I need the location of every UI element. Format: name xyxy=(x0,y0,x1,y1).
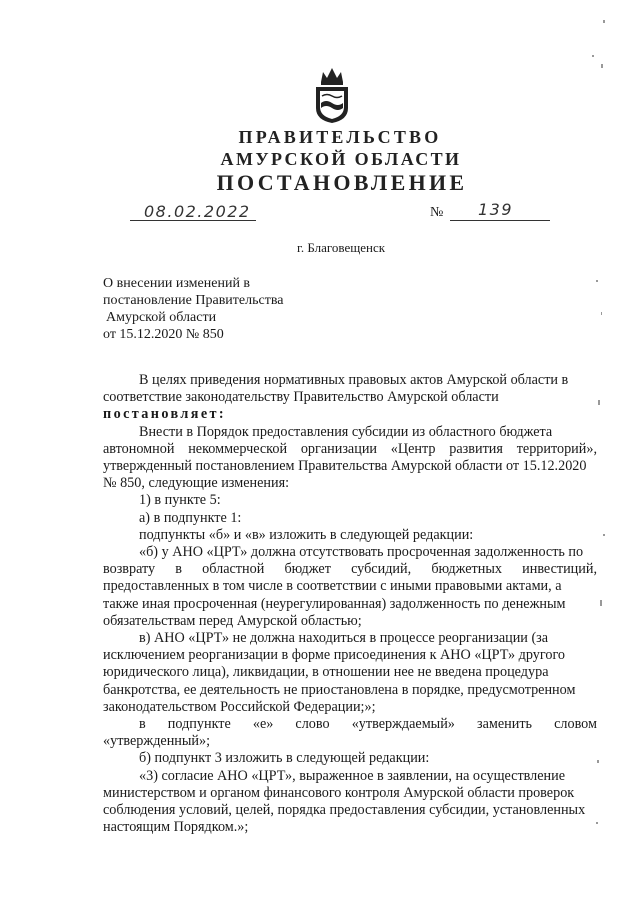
document-date: 08.02.2022 xyxy=(144,202,251,221)
city-name: г. Благовещенск xyxy=(296,240,386,255)
scan-speck xyxy=(597,760,599,763)
body-line: в подпункте «е» слово «утверждаемый» заменить словом xyxy=(139,716,597,733)
document-type-title: ПОСТАНОВЛЕНИЕ xyxy=(216,170,468,195)
body-line: законодательством Российской Федерации;»; xyxy=(103,698,376,715)
document-number: 139 xyxy=(478,200,514,219)
body-line: «б) у АНО «ЦРТ» должна отсутствовать просроченная задолженность по xyxy=(139,544,584,561)
organization-name-line2: АМУРСКОЙ ОБЛАСТИ xyxy=(220,149,462,169)
body-line: юридического лица), ликвидации, в отношении нее не введена процедура xyxy=(103,664,549,681)
scan-speck xyxy=(603,534,605,536)
scan-speck xyxy=(600,600,602,606)
number-sign: № xyxy=(430,205,444,220)
body-line: 1) в пункте 5: xyxy=(139,492,221,509)
body-line: настоящим Порядком.»; xyxy=(103,819,249,836)
scan-speck xyxy=(601,64,603,68)
body-line: автономной некоммерческой организации «Центр развития территорий», xyxy=(103,440,597,457)
body-line: № 850, следующие изменения: xyxy=(103,475,290,492)
body-line: В целях приведения нормативных правовых актов Амурской области в xyxy=(139,372,569,388)
body-line: исключением реорганизации в форме присоединения к АНО «ЦРТ» другого xyxy=(103,647,566,664)
document-body xyxy=(103,372,597,836)
subject-line: от 15.12.2020 № 850 xyxy=(103,327,224,342)
body-line: министерством и органом финансового контроля Амурской области проверок xyxy=(103,784,575,801)
body-line: возврату в областной бюджет субсидий, бюджетных инвестиций, xyxy=(103,561,597,578)
body-line: соблюдения условий, целей, порядка предоставления субсидии, установленных xyxy=(103,802,586,819)
scan-speck xyxy=(592,55,594,57)
scan-speck xyxy=(598,400,600,405)
body-line: соответствие законодательству Правительство Амурской области xyxy=(103,389,499,406)
body-line: обязательствам перед Амурской областью; xyxy=(103,612,362,629)
scan-speck xyxy=(601,312,602,315)
scan-speck xyxy=(596,280,598,282)
organization-name-line1: ПРАВИТЕЛЬСТВО xyxy=(238,127,442,147)
body-line: Внести в Порядок предоставления субсидии из областного бюджета xyxy=(139,423,553,440)
coat-of-arms-emblem xyxy=(313,66,351,124)
body-line: б) подпункт 3 изложить в следующей редакции: xyxy=(139,750,430,767)
subject-line: постановление Правительства xyxy=(103,293,284,308)
scan-speck xyxy=(603,20,605,23)
scan-speck xyxy=(596,822,598,824)
body-line: а) в подпункте 1: xyxy=(139,509,242,526)
body-line: «3) согласие АНО «ЦРТ», выраженное в заявлении, на осуществление xyxy=(139,767,566,784)
body-line-resolves: постановляет: xyxy=(103,406,227,423)
subject-line: О внесении изменений в xyxy=(103,276,251,291)
body-line: банкротства, ее деятельность не приостановлена в порядке, предусмотренном xyxy=(103,681,576,698)
body-line: также иная просроченная (неурегулированная) задолженность по денежным xyxy=(103,595,566,612)
document-subject xyxy=(103,275,343,343)
subject-line: Амурской области xyxy=(106,310,217,325)
body-line: «утвержденный»; xyxy=(103,733,211,750)
body-line: подпункты «б» и «в» изложить в следующей редакции: xyxy=(139,526,474,543)
body-line: утвержденный постановлением Правительства Амурской области от 15.12.2020 xyxy=(103,458,587,475)
body-line: предоставленных в том числе в соответствии с иными правовыми актами, а xyxy=(103,578,562,595)
body-line: в) АНО «ЦРТ» не должна находиться в процессе реорганизации (за xyxy=(139,630,549,647)
